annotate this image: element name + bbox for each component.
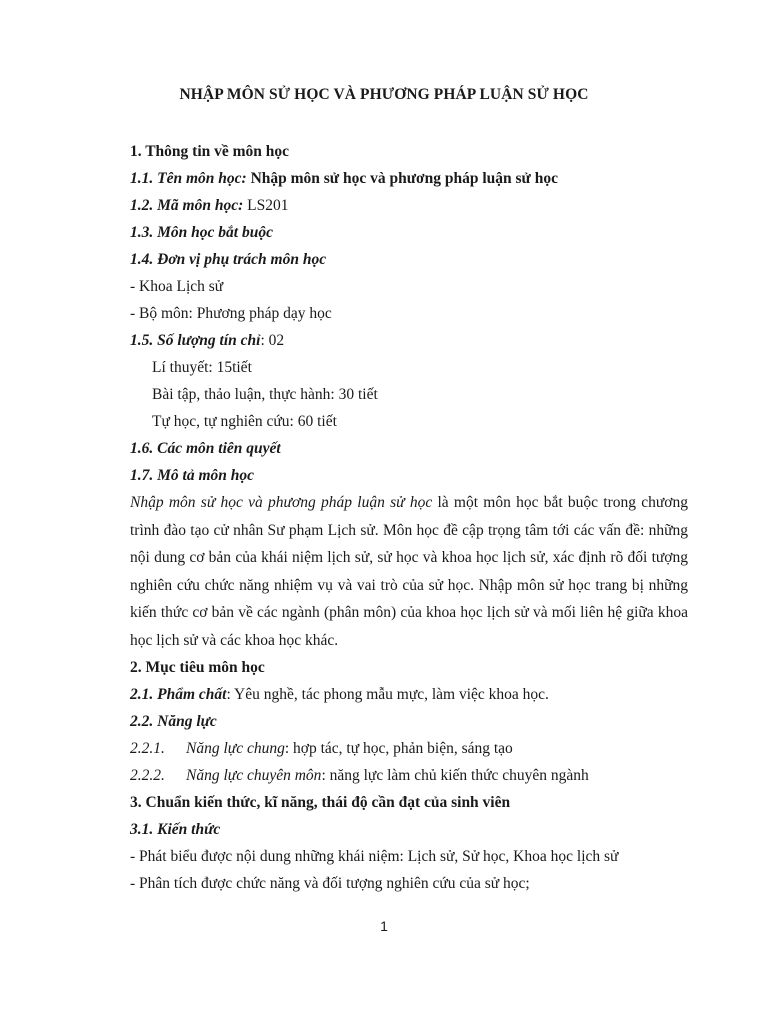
- item-3-1: 3.1. Kiến thức: [130, 821, 221, 838]
- item-3-1-a: - Phát biểu được nội dung những khái niệm: Lịch sử, Sử học, Khoa học lịch sử: [130, 848, 619, 865]
- item-1-5-label: 1.5. Số lượng tín chỉ: [130, 332, 261, 349]
- document-body: [130, 138, 688, 897]
- item-1-2: [130, 192, 688, 219]
- item-1-2-label: 1.2. Mã môn học:: [130, 197, 244, 214]
- item-1-4: 1.4. Đơn vị phụ trách môn học: [130, 251, 327, 268]
- page-number: 1: [380, 918, 388, 934]
- document-title: NHẬP MÔN SỬ HỌC VÀ PHƯƠNG PHÁP LUẬN SỬ HỌC: [179, 86, 589, 103]
- course-description-text: là một môn học bắt buộc trong chương trình đào tạo cử nhân Sư phạm Lịch sử. Môn học đề cập trọng tâm tới các vấn đề: những nội dung cơ bản của khái niệm lịch sử, sử học và khoa học lịch sử, xác định rõ đối tượng nghiên cứu chức năng nhiệm vụ và vai trò của sử học. Nhập môn sử học trang bị những kiến thức cơ bản về các ngành (phân môn) của khoa học lịch sử và mối liên hệ giữa khoa học lịch sử và các khoa học khác.: [130, 494, 688, 649]
- item-1-5-b: Bài tập, thảo luận, thực hành: 30 tiết: [152, 386, 378, 403]
- item-2-2-1-label: Năng lực chung: [186, 740, 285, 757]
- item-1-5-value: : 02: [260, 332, 285, 349]
- item-2-2-2-label: Năng lực chuyên môn: [186, 767, 322, 784]
- item-2-2-2-value: : năng lực làm chủ kiến thức chuyên ngành: [321, 767, 589, 784]
- item-1-5-a: Lí thuyết: 15tiết: [152, 359, 252, 376]
- item-1-1-value: Nhập môn sử học và phương pháp luận sử học: [246, 170, 558, 187]
- item-1-1: [130, 165, 688, 192]
- item-2-2-2-number: 2.2.2.: [130, 767, 165, 784]
- item-1-4-a: - Khoa Lịch sử: [130, 278, 224, 295]
- item-2-2-1-value: : hợp tác, tự học, phản biện, sáng tạo: [284, 740, 513, 757]
- course-description-title: Nhập môn sử học và phương pháp luận sử học: [130, 494, 433, 511]
- item-1-5: [130, 327, 688, 354]
- item-1-1-label: 1.1. Tên môn học:: [130, 170, 247, 187]
- item-1-6: 1.6. Các môn tiên quyết: [130, 440, 281, 457]
- item-2-1-value: : Yêu nghề, tác phong mẫu mực, làm việc khoa học.: [226, 686, 549, 703]
- item-2-2: 2.2. Năng lực: [130, 713, 217, 730]
- item-2-2-2: [130, 762, 688, 789]
- item-3-1-b: - Phân tích được chức năng và đối tượng nghiên cứu của sử học;: [130, 875, 530, 892]
- item-1-5-c: Tự học, tự nghiên cứu: 60 tiết: [152, 413, 337, 430]
- item-2-1-label: 2.1. Phẩm chất: [130, 686, 227, 703]
- item-1-4-b: - Bộ môn: Phương pháp dạy học: [130, 305, 332, 322]
- section-3-heading: 3. Chuẩn kiến thức, kĩ năng, thái độ cần đạt của sinh viên: [130, 794, 511, 811]
- item-2-1: [130, 681, 688, 708]
- section-1-heading: 1. Thông tin về môn học: [130, 143, 290, 160]
- item-1-2-value: LS201: [243, 197, 289, 214]
- item-2-2-1-number: 2.2.1.: [130, 740, 165, 757]
- course-description: [130, 489, 688, 654]
- item-1-7: 1.7. Mô tả môn học: [130, 467, 255, 484]
- item-2-2-1: [130, 735, 688, 762]
- section-2-heading: 2. Mục tiêu môn học: [130, 659, 265, 676]
- item-1-3: 1.3. Môn học bắt buộc: [130, 224, 273, 241]
